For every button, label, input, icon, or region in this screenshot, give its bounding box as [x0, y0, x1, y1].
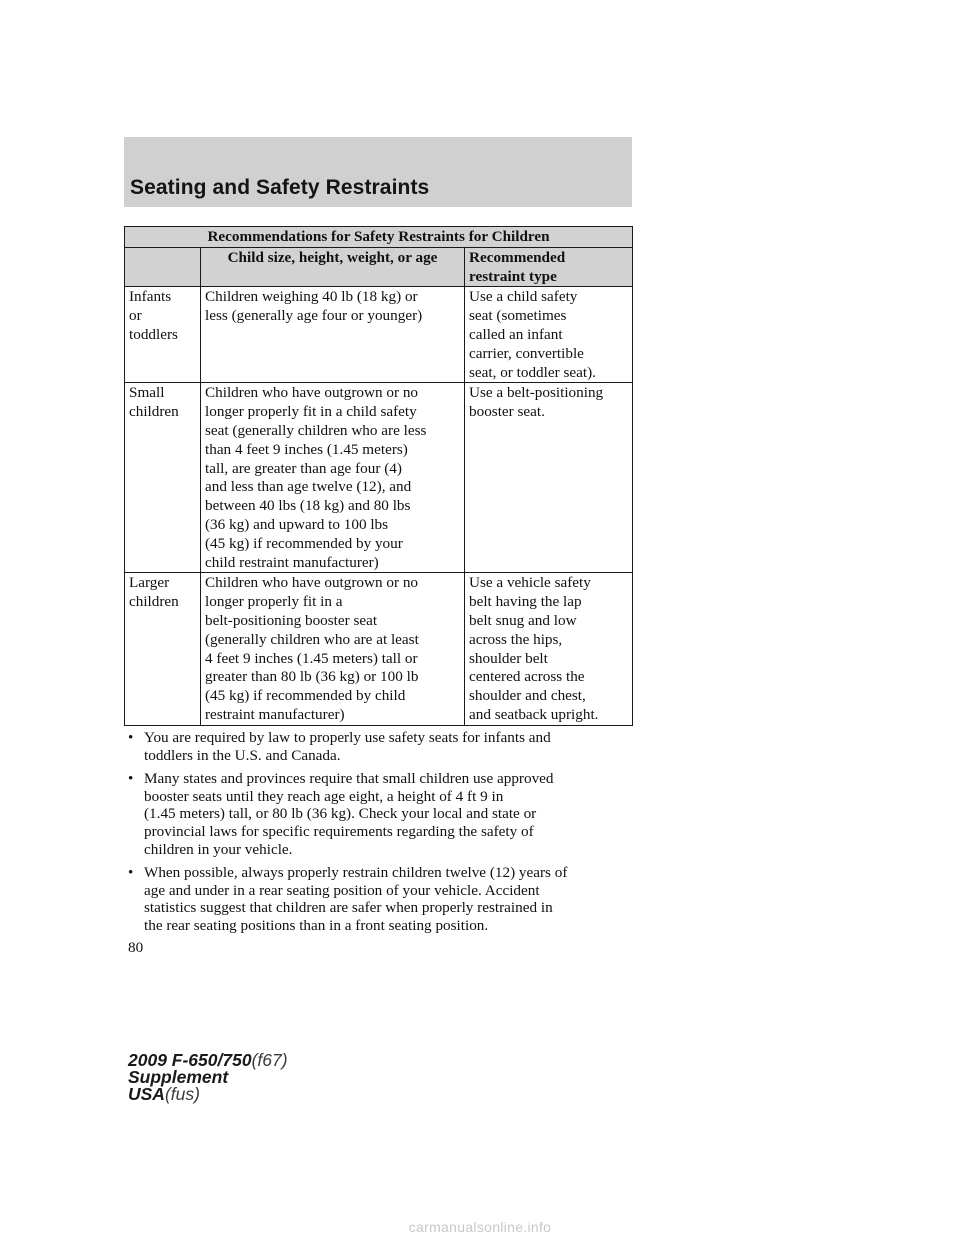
page-number: 80 — [128, 939, 144, 956]
row-category: Infants or toddlers — [125, 287, 201, 383]
bullet-icon: • — [128, 770, 134, 788]
column-header-size: Child size, height, weight, or age — [201, 247, 465, 287]
row-restraint-type: Use a child safety seat (sometimes called an infant carrier, convertible seat, or toddler seat). — [465, 287, 633, 383]
note-text: Many states and provinces require that small children use approved booster seats until they reach age eight, a height of 4 ft 9 in (1.45 meters) tall, or 80 lb (36 kg). Check your local and state or provincial laws for specific requirements regarding the safety of children in your vehicle. — [144, 770, 554, 858]
notes-list — [128, 729, 636, 941]
table-row — [125, 573, 633, 725]
document-footer — [128, 1052, 288, 1103]
list-item — [128, 729, 636, 764]
list-item — [128, 864, 636, 934]
list-item — [128, 770, 636, 858]
footer-supplement: Supplement — [128, 1067, 229, 1087]
row-category: Small children — [125, 383, 201, 573]
note-text: When possible, always properly restrain children twelve (12) years of age and under in a rear seating position of your vehicle. Accident statistics suggest that children are safer when properly restrained in the rear seating positions than in a front seating position. — [144, 864, 568, 934]
footer-region: USA — [128, 1084, 165, 1104]
bullet-icon: • — [128, 729, 134, 746]
column-header-restraint: Recommended restraint type — [465, 247, 633, 287]
table-row — [125, 287, 633, 383]
restraint-recommendations-table — [124, 226, 633, 726]
section-title: Seating and Safety Restraints — [130, 176, 430, 199]
row-size-description: Children weighing 40 lb (18 kg) or less (generally age four or younger) — [201, 287, 465, 383]
table-title: Recommendations for Safety Restraints for Children — [125, 227, 633, 248]
footer-model-code: (f67) — [251, 1050, 288, 1070]
column-header-category — [125, 247, 201, 287]
note-text: You are required by law to properly use safety seats for infants and toddlers in the U.S. and Canada. — [144, 729, 551, 764]
row-restraint-type: Use a vehicle safety belt having the lap belt snug and low across the hips, shoulder belt centered across the shoulder and chest, and seatback upright. — [465, 573, 633, 725]
row-restraint-type: Use a belt-positioning booster seat. — [465, 383, 633, 573]
table-row — [125, 383, 633, 573]
row-size-description: Children who have outgrown or no longer properly fit in a child safety seat (generally children who are less than 4 feet 9 inches (1.45 meters) tall, are greater than age four (4) and less than age twelve (12), and between 40 lbs (18 kg) and 80 lbs (36 kg) and upward to 100 lbs (45 kg) if recommended by your child restraint manufacturer) — [201, 383, 465, 573]
watermark-text: carmanualsonline.info — [408, 1219, 552, 1235]
bullet-icon: • — [128, 864, 134, 882]
row-size-description: Children who have outgrown or no longer properly fit in a belt-positioning booster seat (generally children who are at least 4 feet 9 inches (1.45 meters) tall or greater than 80 lb (36 kg) or 100 lb (45 kg) if recommended by child restraint manufacturer) — [201, 573, 465, 725]
row-category: Larger children — [125, 573, 201, 725]
footer-model: 2009 F-650/750 — [128, 1050, 252, 1070]
footer-region-code: (fus) — [164, 1084, 200, 1104]
